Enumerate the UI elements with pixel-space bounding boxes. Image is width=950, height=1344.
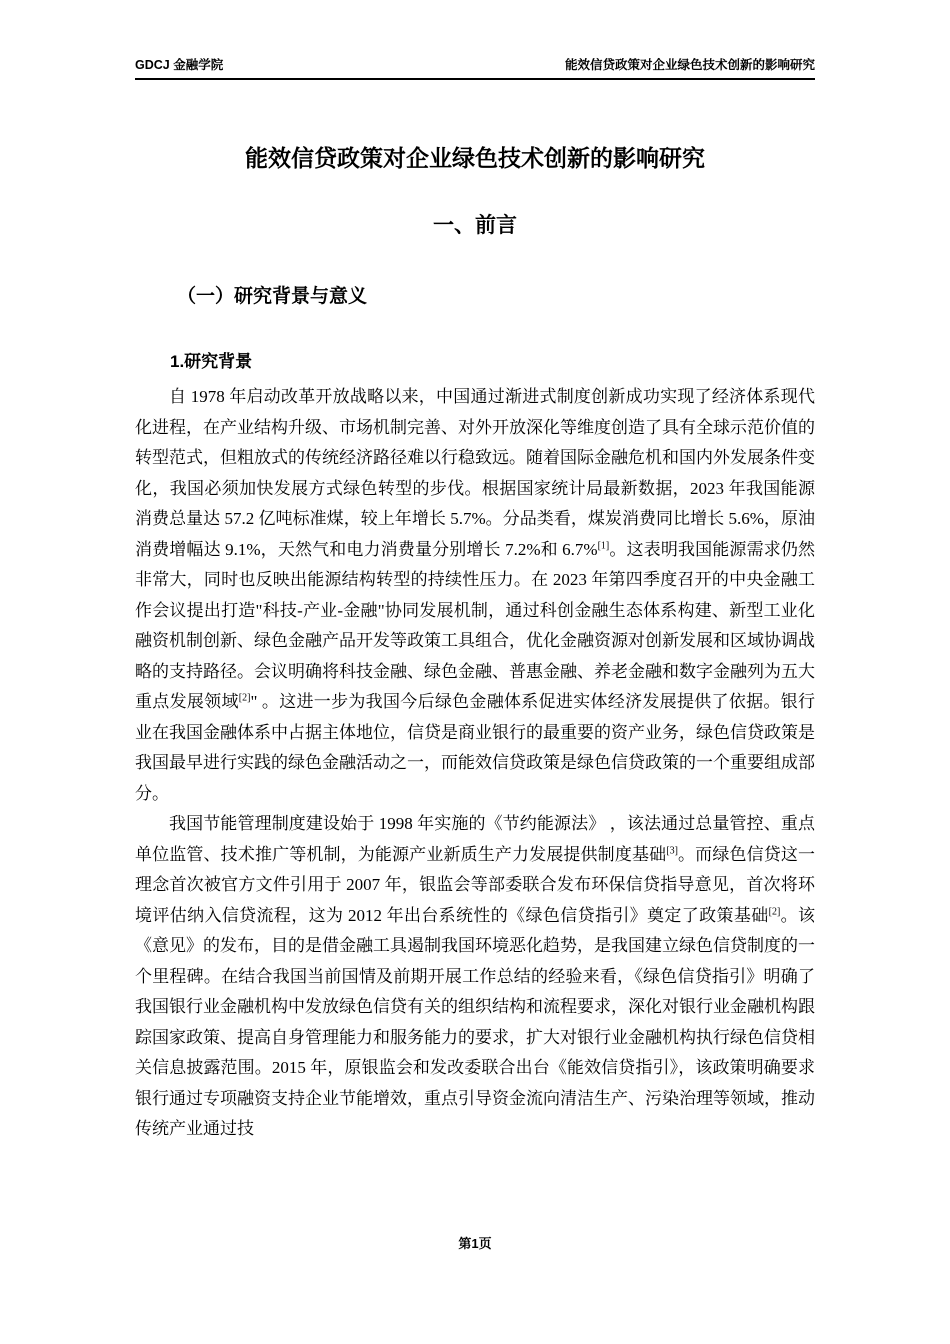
page-header [135,58,815,80]
body-paragraph: 我国节能管理制度建设始于 1998 年实施的《节约能源法》 ，该法通过总量管控、重点单位监管、技术推广等机制，为能源产业新质生产力发展提供制度基础[3]。而绿色信贷这一理念首次被官方文件引用于 2007 年，银监会等部委联合发布环保信贷指导意见，首次将环境评估纳入信贷流程，这为 2012 年出台系统性的《绿色信贷指引》奠定了政策基础[2]。该《意见》的发布，目的是借金融工具遏制我国环境恶化趋势，是我国建立绿色信贷制度的一个里程碑。在结合我国当前国情及前期开展工作总结的经验来看，《绿色信贷指引》明确了我国银行业金融机构中发放绿色信贷有关的组织结构和流程要求，深化对银行业金融机构跟踪国家政策、提高自身管理能力和服务能力的要求，扩大对银行业金融机构执行绿色信贷相关信息披露范围。2015 年，原银监会和发改委联合出台《能效信贷指引》，该政策明确要求银行通过专项融资支持企业节能增效，重点引导资金流向清洁生产、污染治理等领域，推动传统产业通过技 [135,814,816,1138]
page-number: 第1页 [458,1236,492,1251]
header-left-text: GDCJ 金融学院 [135,58,224,72]
citation-superscript: [2] [238,692,251,704]
subsubsection-heading: 1.研究背景 [170,351,253,371]
citation-superscript: [3] [666,844,678,856]
section-heading: 一、前言 [433,213,517,237]
citation-superscript: [2] [768,905,781,917]
document-title: 能效信贷政策对企业绿色技术创新的影响研究 [245,145,705,171]
header-right-text: 能效信贷政策对企业绿色技术创新的影响研究 [564,58,815,72]
body-text [135,382,815,1145]
citation-superscript: [1] [597,539,610,551]
body-paragraph: 自 1978 年启动改革开放战略以来，中国通过渐进式制度创新成功实现了经济体系现代化进程，在产业结构升级、市场机制完善、对外开放深化等维度创造了具有全球示范价值的转型范式，但粗放式的传统经济路径难以行稳致远。随着国际金融危机和国内外发展条件变化，我国必须加快发展方式绿色转型的步伐。根据国家统计局最新数据，2023 年我国能源消费总量达 57.2 亿吨标准煤，较上年增长 5.7%。分品类看，煤炭消费同比增长 5.6%，原油消费增幅达 9.1%，天然气和电力消费量分别增长 7.2%和 6.7%[1]。这表明我国能源需求仍然非常大，同时也反映出能源结构转型的持续性压力。在 2023 年第四季度召开的中央金融工作会议提出打造"科技-产业-金融"协同发展机制，通过科创金融生态体系构建、新型工业化融资机制创新、绿色金融产品开发等政策工具组合，优化金融资源对创新发展和区域协调战略的支持路径。会议明确将科技金融、绿色金融、普惠金融、养老金融和数字金融列为五大重点发展领域[2]" 。这进一步为我国今后绿色金融体系促进实体经济发展提供了依据。银行业在我国金融体系中占据主体地位，信贷是商业银行的最重要的资产业务，绿色信贷政策是我国最早进行实践的绿色金融活动之一，而能效信贷政策是绿色信贷政策的一个重要组成部分。 [135,387,815,803]
subsection-heading: （一）研究背景与意义 [177,286,368,307]
